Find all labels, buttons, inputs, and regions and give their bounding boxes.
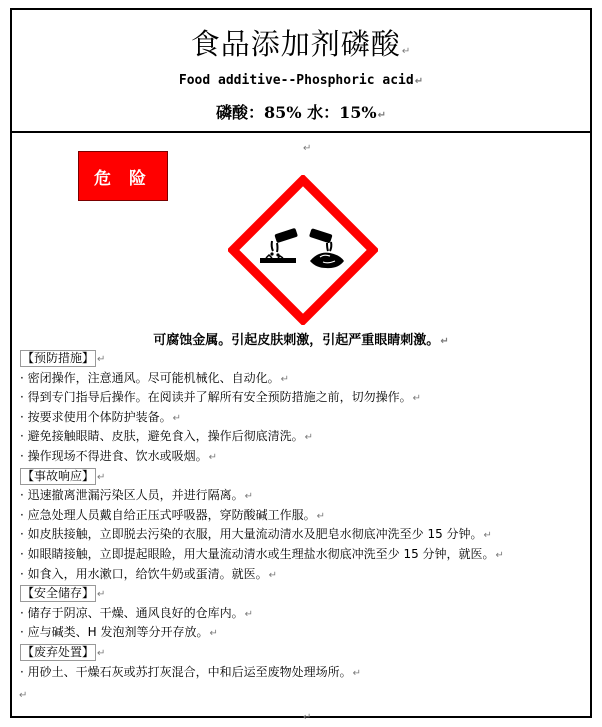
list-item: · 如食入，用水漱口，给饮牛奶或蛋清。就医。↵ — [20, 566, 278, 581]
paragraph-mark: ↵ — [19, 690, 28, 701]
section-heading: 【废弃处置】 ↵ — [22, 644, 106, 659]
product-title: 食品添加剂磷酸↵ — [190, 27, 412, 61]
list-item: · 密闭操作，注意通风。尽可能机械化、自动化。↵ — [20, 370, 290, 385]
list-item: · 如眼睛接触，立即提起眼睑，用大量流动清水或生理盐水彻底冲洗至少 15 分钟，就医。↵ — [20, 546, 504, 561]
paragraph-mark: ↵ — [303, 143, 312, 154]
section-heading: 【事故响应】 ↵ — [22, 468, 106, 483]
corrosion-icon — [228, 175, 378, 325]
list-item: · 迅速撤离泄漏污染区人员，并进行隔离。↵ — [20, 488, 254, 503]
composition-line: 磷酸：85% 水：15%↵ — [216, 103, 386, 122]
header-divider — [10, 131, 592, 133]
list-item: · 得到专门指导后操作。在阅读并了解所有安全预防措施之前，切勿操作。↵ — [20, 390, 422, 405]
footer-divider — [10, 716, 592, 718]
precaution-content — [20, 349, 590, 682]
hazard-statement: 可腐蚀金属。引起皮肤刺激，引起严重眼睛刺激。↵ — [153, 333, 449, 348]
paragraph-mark: ↵ — [303, 712, 312, 723]
list-item: · 用砂土、干燥石灰或苏打灰混合，中和后运至废物处理场所。↵ — [20, 664, 362, 679]
list-item: · 操作现场不得进食、饮水或吸烟。↵ — [20, 448, 218, 463]
list-item: · 应与碱类、H 发泡剂等分开存放。↵ — [20, 625, 218, 640]
list-item: · 如皮肤接触，立即脱去污染的衣服，用大量流动清水及肥皂水彻底冲洗至少 15 分钟。↵ — [20, 527, 492, 542]
list-item: · 储存于阴凉、干燥、通风良好的仓库内。↵ — [20, 605, 254, 620]
product-subtitle: Food additive--Phosphoric acid↵ — [178, 73, 424, 88]
list-item: · 按要求使用个体防护装备。↵ — [20, 409, 182, 424]
list-item: · 应急处理人员戴自给正压式呼吸器，穿防酸碱工作服。↵ — [20, 507, 326, 522]
section-heading: 【预防措施】 ↵ — [22, 351, 106, 365]
signal-word-badge: 危 险 — [78, 151, 168, 201]
list-item: · 避免接触眼睛、皮肤，避免食入，操作后彻底清洗。↵ — [20, 429, 314, 444]
section-heading: 【安全储存】 ↵ — [22, 586, 106, 601]
